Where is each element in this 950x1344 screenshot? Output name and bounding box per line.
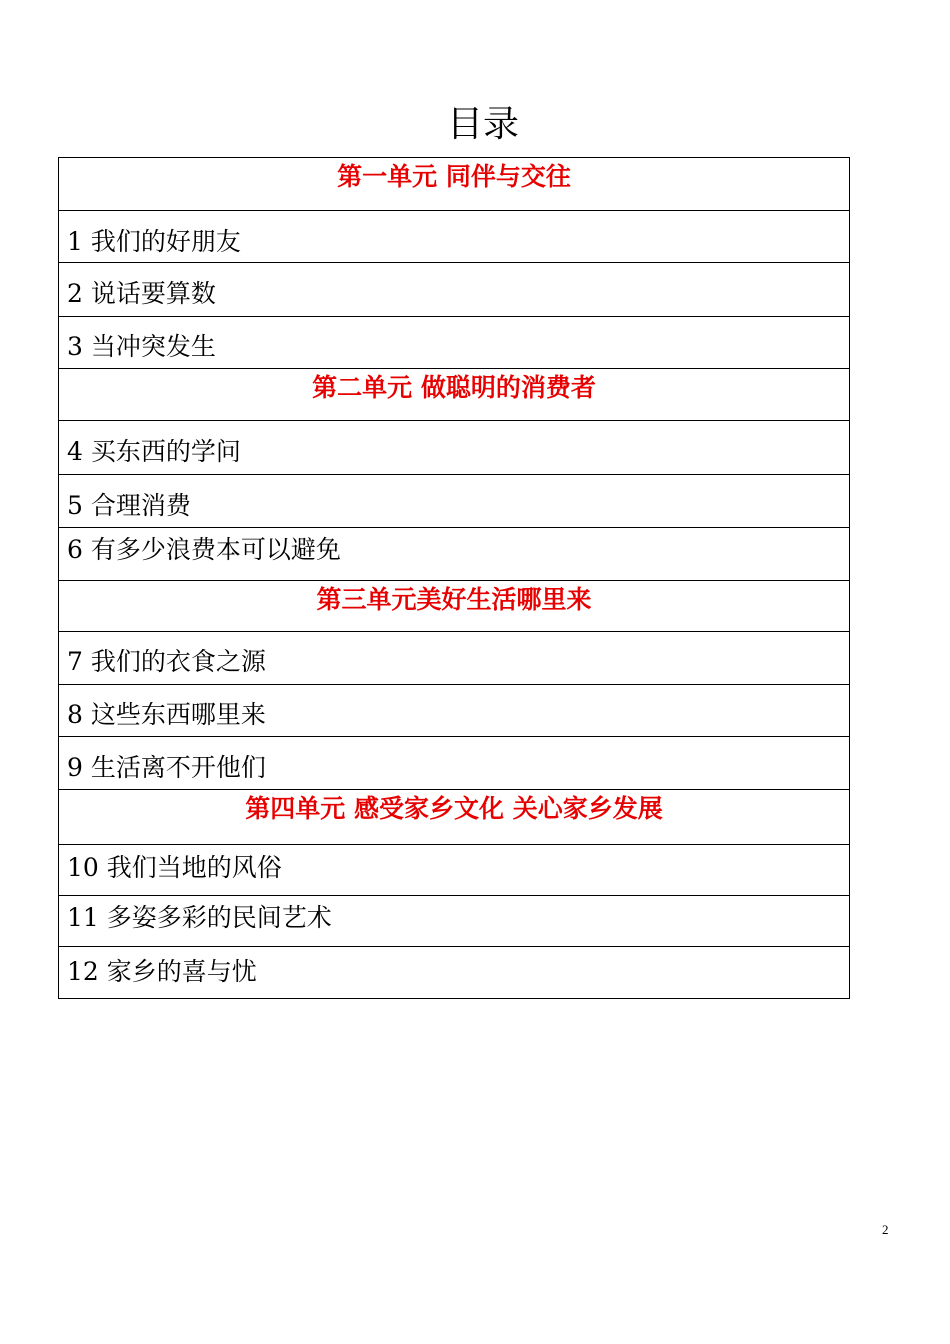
unit-heading-2[interactable]: 第二单元 做聪明的消费者: [59, 369, 850, 421]
lesson-row: [59, 947, 850, 999]
table-of-contents: [58, 157, 850, 999]
lesson-row: [59, 528, 850, 581]
lesson-row: [59, 737, 850, 790]
lesson-9[interactable]: 9 生活离不开他们: [59, 737, 850, 790]
unit-heading-4[interactable]: 第四单元 感受家乡文化 关心家乡发展: [59, 790, 850, 845]
page-title: 目录: [446, 104, 519, 145]
lesson-row: [59, 845, 850, 896]
unit-row: [59, 581, 850, 632]
lesson-2[interactable]: 2 说话要算数: [59, 263, 850, 317]
lesson-10[interactable]: 10 我们当地的风俗: [59, 845, 850, 896]
lesson-3[interactable]: 3 当冲突发生: [59, 317, 850, 369]
lesson-row: [59, 317, 850, 369]
lesson-12[interactable]: 12 家乡的喜与忧: [59, 947, 850, 999]
lesson-4[interactable]: 4 买东西的学问: [59, 421, 850, 475]
unit-row: [59, 158, 850, 211]
lesson-11[interactable]: 11 多姿多彩的民间艺术: [59, 896, 850, 947]
lesson-8[interactable]: 8 这些东西哪里来: [59, 685, 850, 737]
lesson-row: [59, 896, 850, 947]
lesson-row: [59, 475, 850, 528]
unit-heading-1[interactable]: 第一单元 同伴与交往: [59, 158, 850, 211]
lesson-row: [59, 263, 850, 317]
lesson-1[interactable]: 1 我们的好朋友: [59, 211, 850, 263]
lesson-row: [59, 632, 850, 685]
unit-row: [59, 790, 850, 845]
unit-row: [59, 369, 850, 421]
page-number: 2: [882, 1222, 889, 1237]
lesson-row: [59, 685, 850, 737]
lesson-row: [59, 421, 850, 475]
lesson-7[interactable]: 7 我们的衣食之源: [59, 632, 850, 685]
unit-heading-3[interactable]: 第三单元美好生活哪里来: [59, 581, 850, 632]
lesson-6[interactable]: 6 有多少浪费本可以避免: [59, 528, 850, 581]
lesson-5[interactable]: 5 合理消费: [59, 475, 850, 528]
lesson-row: [59, 211, 850, 263]
